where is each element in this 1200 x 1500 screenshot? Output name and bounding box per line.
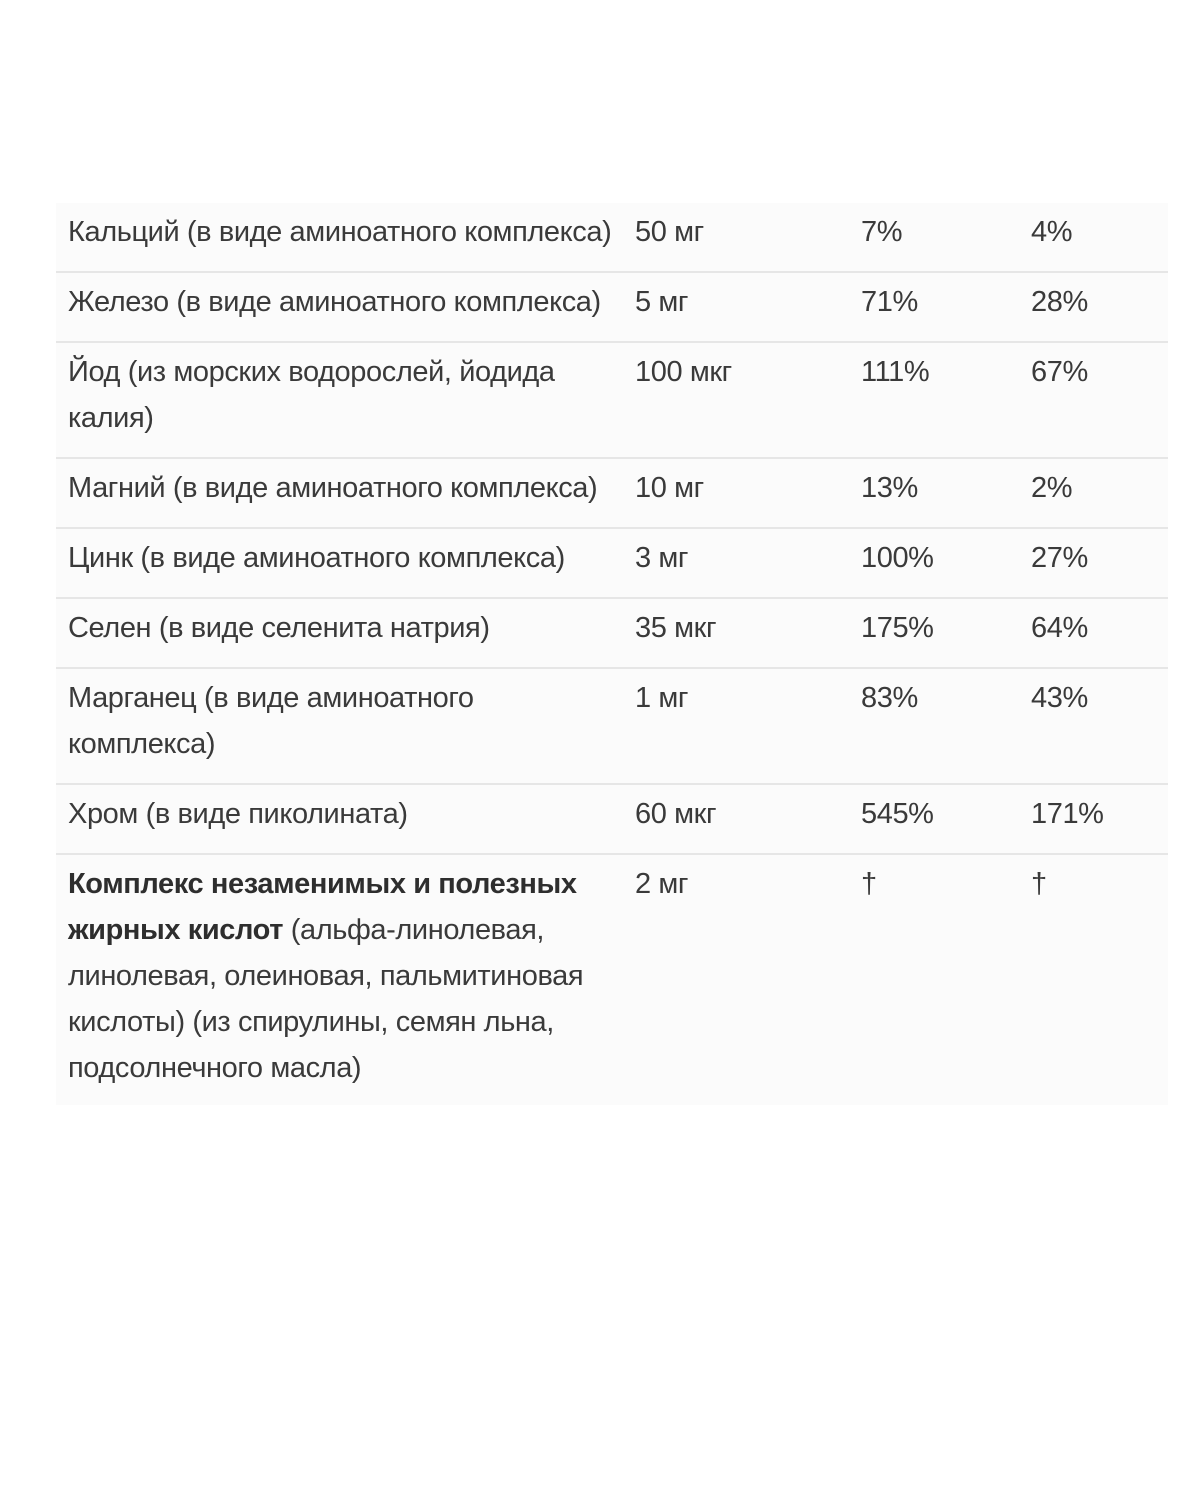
nutrient-percent-2: 67%	[1019, 342, 1168, 458]
nutrient-percent-1: 175%	[849, 598, 1019, 668]
nutrient-percent-2: 43%	[1019, 668, 1168, 784]
nutrient-amount: 3 мг	[623, 528, 849, 598]
nutrient-percent-2: 2%	[1019, 458, 1168, 528]
nutrient-percent-1: 111%	[849, 342, 1019, 458]
table-row	[56, 272, 1168, 342]
nutrient-name: Магний (в виде аминоатного комплекса)	[56, 458, 623, 528]
nutrient-percent-1: 13%	[849, 458, 1019, 528]
nutrient-percent-2: 28%	[1019, 272, 1168, 342]
nutrient-percent-1: 83%	[849, 668, 1019, 784]
nutrient-percent-1: †	[861, 868, 877, 900]
table-row	[56, 668, 1168, 784]
nutrient-amount: 1 мг	[623, 668, 849, 784]
nutrient-percent-2: 64%	[1019, 598, 1168, 668]
nutrient-name: Селен (в виде селенита натрия)	[56, 598, 623, 668]
nutrient-name: Кальций (в виде аминоатного комплекса)	[56, 203, 623, 272]
nutrient-name: Марганец (в виде аминоатного комплекса)	[56, 668, 623, 784]
nutrient-percent-1: 545%	[849, 784, 1019, 854]
nutrient-name	[56, 854, 623, 1105]
nutrient-percent-2: 27%	[1019, 528, 1168, 598]
nutrient-name-detail: (альфа-линолевая, линолевая, олеиновая, пальмитиновая кислоты) (из спирулины, семян льна, подсолнечного масла)	[68, 914, 584, 1084]
nutrient-name-bold: Комплекс незаменимых и полезных жирных кислот	[68, 868, 577, 946]
nutrient-table	[56, 203, 1168, 1105]
table-row	[56, 784, 1168, 854]
nutrient-name: Йод (из морских водорослей, йодида калия)	[56, 342, 623, 458]
table-row	[56, 528, 1168, 598]
nutrient-amount: 2 мг	[635, 868, 689, 900]
nutrient-amount: 10 мг	[623, 458, 849, 528]
nutrient-name: Цинк (в виде аминоатного комплекса)	[56, 528, 623, 598]
nutrient-percent-1: 100%	[849, 528, 1019, 598]
table-row	[56, 598, 1168, 668]
nutrient-percent-2: 4%	[1019, 203, 1168, 272]
table-row	[56, 458, 1168, 528]
nutrient-name: Хром (в виде пиколината)	[56, 784, 623, 854]
nutrient-amount: 60 мкг	[623, 784, 849, 854]
table-row	[56, 203, 1168, 272]
table-row	[56, 342, 1168, 458]
nutrient-percent-1: 71%	[849, 272, 1019, 342]
nutrient-amount: 35 мкг	[623, 598, 849, 668]
nutrient-amount: 5 мг	[623, 272, 849, 342]
table-row	[56, 854, 1168, 1105]
nutrient-name: Железо (в виде аминоатного комплекса)	[56, 272, 623, 342]
nutrient-amount: 100 мкг	[623, 342, 849, 458]
nutrient-percent-2: †	[1031, 868, 1047, 900]
nutrient-percent-2: 171%	[1019, 784, 1168, 854]
nutrient-amount: 50 мг	[623, 203, 849, 272]
nutrient-percent-1: 7%	[849, 203, 1019, 272]
nutrient-table-container	[56, 203, 1168, 1105]
